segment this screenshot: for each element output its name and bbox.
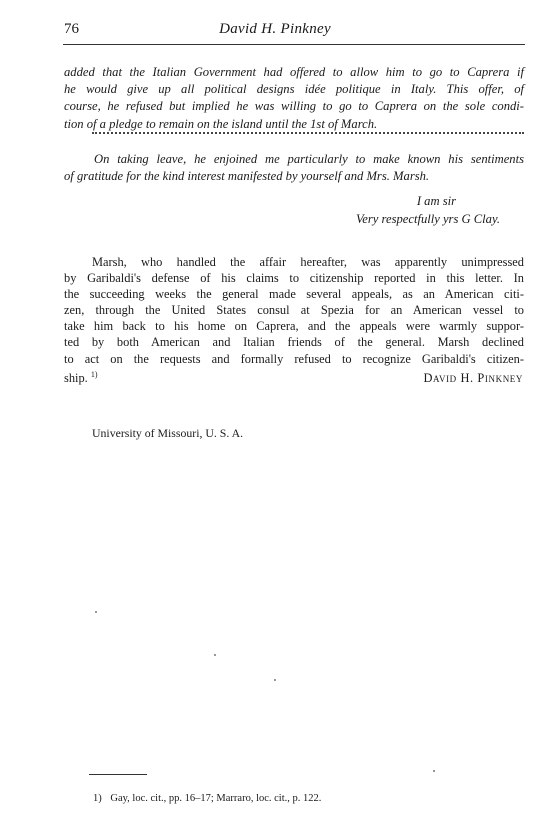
text-line: tion of a pledge to remain on the island until the 1st of March.: [64, 116, 378, 131]
text-line: of gratitude for the kind interest manifested by yourself and Mrs. Marsh.: [64, 169, 430, 184]
essay-paragraph: [64, 254, 524, 386]
footnote: [93, 793, 321, 804]
print-speck: [433, 770, 435, 772]
letter-closing: [310, 192, 500, 228]
footnote-marker: 1): [90, 369, 98, 379]
text-line-end: ship.: [64, 370, 88, 385]
print-speck: [274, 679, 276, 681]
print-speck: [95, 611, 97, 613]
letter-paragraph-2: [64, 151, 524, 185]
footnote-rule: [89, 774, 147, 775]
text-line: ted by both American and Italian friends of the general. Marsh declined: [64, 335, 524, 350]
letter-paragraph-1: [64, 64, 524, 133]
page-number: 76: [64, 21, 79, 37]
text-line: take him back to his home on Caprera, and the appeals were warmly suppor-: [64, 319, 524, 334]
header-rule: [63, 44, 525, 45]
text-line: added that the Italian Government had offered to allow him to go to Caprera if: [64, 65, 524, 79]
text-line: Marsh, who handled the affair hereafter, was apparently unimpressed: [92, 255, 524, 269]
print-speck: [214, 654, 216, 656]
text-line: by Garibaldi's defense of his claims to citizenship reported in this letter. In: [64, 271, 524, 286]
footnote-text: Gay, loc. cit., pp. 16–17; Marraro, loc. cit., p. 122.: [110, 793, 322, 804]
affiliation: University of Missouri, U. S. A.: [92, 426, 244, 440]
text-line: zen, through the United States consul at Spezia for an American vessel to: [64, 303, 524, 318]
closing-line: I am sir: [416, 194, 456, 208]
author-name: David H. Pinkney: [423, 371, 523, 385]
signature-line: Very respectfully yrs G Clay.: [356, 212, 500, 226]
author-signature: [300, 371, 523, 386]
text-line: the succeeding weeks the general made several appeals, as an American citi-: [64, 287, 524, 302]
footnote-marker: 1): [93, 793, 102, 804]
text-line: course, he refused but implied he was willing to go to Caprera on the sole condi-: [64, 99, 524, 114]
text-line: to act on the requests and formally refused to recognize Garibaldi's citizen-: [64, 351, 524, 366]
dotted-separator: [92, 132, 524, 142]
running-title: David H. Pinkney: [219, 21, 331, 37]
text-line: he would give up all political designs idée politique in Italy. This offer, of: [64, 82, 524, 97]
text-line: On taking leave, he enjoined me particularly to make known his sentiments: [94, 152, 524, 166]
